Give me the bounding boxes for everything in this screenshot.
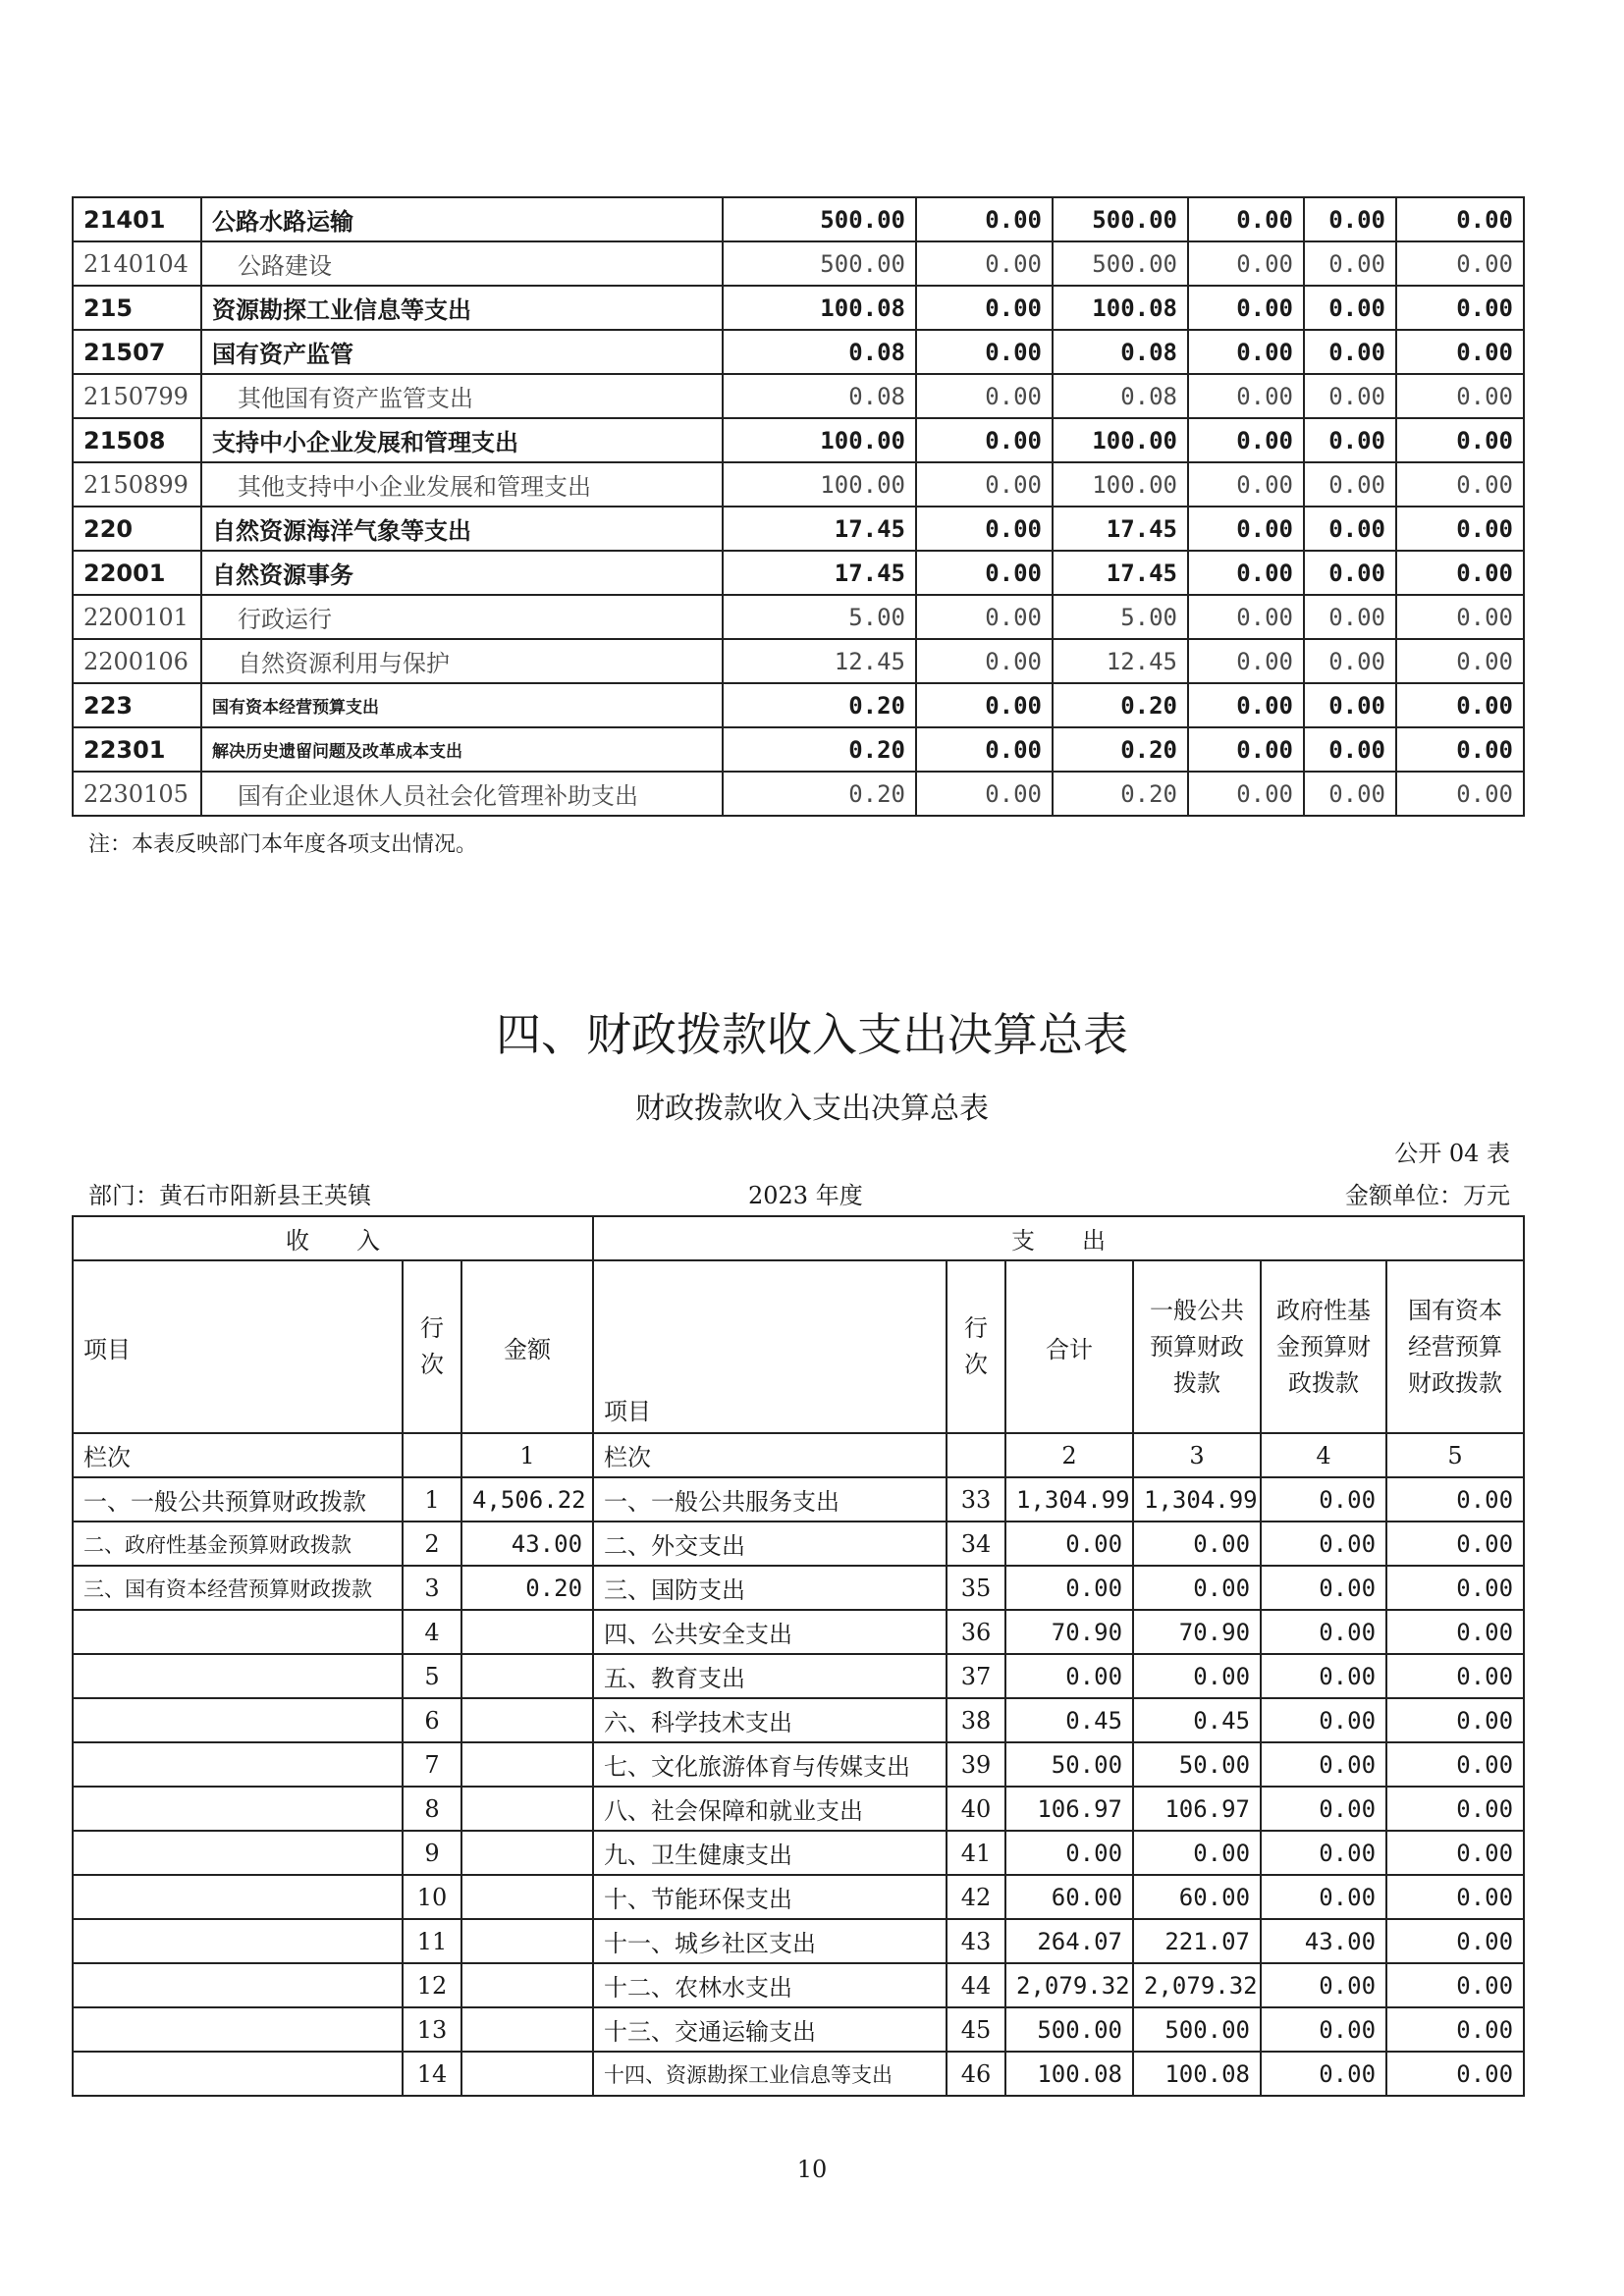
amount-cell: 0.00 [1396,683,1524,727]
department-label: 部门：黄石市阳新县王英镇 [88,1182,371,1209]
amount-cell: 0.00 [1304,462,1396,507]
amount-cell: 0.08 [723,374,916,418]
amount-cell: 0.00 [916,241,1053,286]
amount-cell: 0.00 [916,462,1053,507]
amount-cell: 0.00 [1304,286,1396,330]
col-expense-item: 项目 [593,1260,947,1433]
income-amount: 4,506.22 [461,1477,593,1522]
income-item [73,2007,403,2052]
year-label: 2023 年度 [748,1182,863,1209]
subject-name: 行政运行 [201,595,723,639]
subject-name: 其他支持中小企业发展和管理支出 [201,462,723,507]
table-row [73,1477,1524,1522]
amount-cell: 0.00 [1396,197,1524,241]
subject-name: 解决历史遗留问题及改革成本支出 [201,727,723,772]
amount-cell: 0.00 [1188,197,1304,241]
income-row-number: 13 [403,2007,461,2052]
expense-row-number: 39 [947,1742,1005,1787]
income-row-number: 2 [403,1522,461,1566]
income-amount [461,1875,593,1919]
amount-cell: 0.00 [1396,462,1524,507]
amount-cell: 0.00 [916,551,1053,595]
amount-cell: 500.00 [723,197,916,241]
amount-cell: 0.00 [916,683,1053,727]
subject-code: 220 [73,507,201,551]
state-capital-amount: 0.00 [1386,1875,1524,1919]
income-item [73,1654,403,1698]
amount-cell: 100.00 [723,418,916,462]
amount-cell: 0.00 [1188,683,1304,727]
income-item [73,1787,403,1831]
amount-cell: 0.20 [1053,727,1188,772]
income-item [73,1963,403,2007]
amount-cell: 0.20 [723,727,916,772]
expense-item: 八、社会保障和就业支出 [593,1787,947,1831]
state-capital-amount: 0.00 [1386,1963,1524,2007]
amount-cell: 0.00 [916,286,1053,330]
amount-cell: 0.00 [1304,197,1396,241]
table-row [73,1831,1524,1875]
income-item [73,2052,403,2096]
table-row [73,1742,1524,1787]
table-title: 财政拨款收入支出决算总表 [635,1092,989,1126]
table-code: 公开 04 表 [1394,1140,1510,1167]
subject-code: 2200101 [73,595,201,639]
subject-name: 自然资源事务 [201,551,723,595]
income-amount [461,1787,593,1831]
amount-cell: 500.00 [1053,241,1188,286]
subject-code: 22301 [73,727,201,772]
table-row [73,1787,1524,1831]
amount-cell: 0.00 [1188,639,1304,683]
amount-cell: 0.00 [1304,727,1396,772]
gov-fund-amount: 0.00 [1261,1963,1386,2007]
gov-fund-amount: 0.00 [1261,1522,1386,1566]
income-row-number: 14 [403,2052,461,2096]
col-index-general: 3 [1133,1433,1261,1477]
unit-label: 金额单位：万元 [1345,1182,1510,1209]
income-amount [461,1698,593,1742]
table-row [73,1566,1524,1610]
amount-cell: 0.00 [1188,241,1304,286]
amount-cell: 0.20 [1053,683,1188,727]
gov-fund-amount: 0.00 [1261,1875,1386,1919]
expense-total: 50.00 [1005,1742,1133,1787]
amount-cell: 0.00 [1188,462,1304,507]
amount-cell: 0.08 [1053,330,1188,374]
income-header: 收 入 [73,1216,593,1260]
subject-code: 21401 [73,197,201,241]
expense-total: 0.00 [1005,1831,1133,1875]
income-amount: 43.00 [461,1522,593,1566]
state-capital-amount: 0.00 [1386,1787,1524,1831]
col-gov-fund: 政府性基金预算财政拨款 [1261,1260,1386,1433]
col-general-budget: 一般公共预算财政拨款 [1133,1260,1261,1433]
col-income-amount: 金额 [461,1260,593,1433]
state-capital-amount: 0.00 [1386,1610,1524,1654]
amount-cell: 0.00 [1304,241,1396,286]
amount-cell: 0.00 [1396,551,1524,595]
col-index-blank [947,1433,1005,1477]
amount-cell: 100.00 [723,462,916,507]
income-row-number: 3 [403,1566,461,1610]
expense-total: 60.00 [1005,1875,1133,1919]
amount-cell: 100.08 [723,286,916,330]
state-capital-amount: 0.00 [1386,1698,1524,1742]
income-row-number: 6 [403,1698,461,1742]
amount-cell: 0.00 [1396,286,1524,330]
state-capital-amount: 0.00 [1386,1477,1524,1522]
amount-cell: 500.00 [1053,197,1188,241]
amount-cell: 0.00 [1304,639,1396,683]
amount-cell: 0.00 [1188,330,1304,374]
col-index-total: 2 [1005,1433,1133,1477]
income-item [73,1919,403,1963]
income-amount [461,1742,593,1787]
income-row-number: 5 [403,1654,461,1698]
state-capital-amount: 0.00 [1386,1654,1524,1698]
general-budget-amount: 0.00 [1133,1566,1261,1610]
income-row-number: 1 [403,1477,461,1522]
amount-cell: 5.00 [723,595,916,639]
general-budget-amount: 100.08 [1133,2052,1261,2096]
amount-cell: 0.00 [1304,772,1396,816]
table-row [73,772,1524,816]
general-budget-amount: 2,079.32 [1133,1963,1261,2007]
expense-item: 九、卫生健康支出 [593,1831,947,1875]
income-amount [461,1919,593,1963]
gov-fund-amount: 0.00 [1261,1477,1386,1522]
amount-cell: 100.08 [1053,286,1188,330]
general-budget-amount: 60.00 [1133,1875,1261,1919]
amount-cell: 0.00 [1396,241,1524,286]
amount-cell: 0.00 [1304,595,1396,639]
state-capital-amount: 0.00 [1386,2052,1524,2096]
expense-row-number: 42 [947,1875,1005,1919]
expense-total: 1,304.99 [1005,1477,1133,1522]
amount-cell: 0.00 [1188,507,1304,551]
col-index-gov-fund: 4 [1261,1433,1386,1477]
amount-cell: 0.00 [1396,727,1524,772]
amount-cell: 5.00 [1053,595,1188,639]
expense-item: 七、文化旅游体育与传媒支出 [593,1742,947,1787]
income-item: 一、一般公共预算财政拨款 [73,1477,403,1522]
expense-row-number: 34 [947,1522,1005,1566]
expense-row-number: 40 [947,1787,1005,1831]
amount-cell: 0.00 [1396,772,1524,816]
income-row-number: 7 [403,1742,461,1787]
table-row [73,639,1524,683]
table-row [73,2007,1524,2052]
amount-cell: 0.00 [916,330,1053,374]
amount-cell: 0.00 [1188,286,1304,330]
income-row-number: 11 [403,1919,461,1963]
expense-item: 十、节能环保支出 [593,1875,947,1919]
income-item [73,1698,403,1742]
income-item [73,1875,403,1919]
state-capital-amount: 0.00 [1386,1566,1524,1610]
amount-cell: 0.00 [1396,595,1524,639]
amount-cell: 17.45 [723,507,916,551]
table-row [73,2052,1524,2096]
income-amount [461,1963,593,2007]
expense-row-number: 43 [947,1919,1005,1963]
gov-fund-amount: 43.00 [1261,1919,1386,1963]
fiscal-summary-table [72,1215,1525,2097]
col-total: 合计 [1005,1260,1133,1433]
gov-fund-amount: 0.00 [1261,1654,1386,1698]
expense-total: 264.07 [1005,1919,1133,1963]
amount-cell: 0.00 [916,197,1053,241]
expense-total: 0.45 [1005,1698,1133,1742]
income-item: 三、国有资本经营预算财政拨款 [73,1566,403,1610]
col-index-label: 栏次 [73,1433,403,1477]
general-budget-amount: 70.90 [1133,1610,1261,1654]
expense-row-number: 45 [947,2007,1005,2052]
gov-fund-amount: 0.00 [1261,2052,1386,2096]
income-amount [461,1610,593,1654]
general-budget-amount: 221.07 [1133,1919,1261,1963]
table-row [73,1610,1524,1654]
income-item [73,1610,403,1654]
table-row [73,462,1524,507]
subject-code: 22001 [73,551,201,595]
income-row-number: 4 [403,1610,461,1654]
subject-code: 2200106 [73,639,201,683]
table-row [73,1963,1524,2007]
amount-cell: 500.00 [723,241,916,286]
table-row [73,197,1524,241]
amount-cell: 0.00 [916,595,1053,639]
expense-item: 四、公共安全支出 [593,1610,947,1654]
amount-cell: 0.00 [1188,551,1304,595]
amount-cell: 100.00 [1053,418,1188,462]
expense-row-number: 46 [947,2052,1005,2096]
expense-row-number: 44 [947,1963,1005,2007]
expense-item: 五、教育支出 [593,1654,947,1698]
income-item [73,1831,403,1875]
expense-total: 0.00 [1005,1522,1133,1566]
expense-item: 二、外交支出 [593,1522,947,1566]
subject-name: 支持中小企业发展和管理支出 [201,418,723,462]
income-item [73,1742,403,1787]
general-budget-amount: 50.00 [1133,1742,1261,1787]
table-row [73,1875,1524,1919]
table-row [73,330,1524,374]
amount-cell: 0.00 [1396,507,1524,551]
income-row-number: 9 [403,1831,461,1875]
amount-cell: 0.00 [1304,683,1396,727]
gov-fund-amount: 0.00 [1261,1742,1386,1787]
general-budget-amount: 0.45 [1133,1698,1261,1742]
table-row [73,1522,1524,1566]
col-income-item: 项目 [73,1260,403,1433]
general-budget-amount: 0.00 [1133,1654,1261,1698]
expense-total: 0.00 [1005,1654,1133,1698]
subject-code: 2230105 [73,772,201,816]
amount-cell: 0.00 [1396,418,1524,462]
amount-cell: 0.00 [916,639,1053,683]
amount-cell: 0.00 [1304,374,1396,418]
col-expense-row: 行次 [947,1260,1005,1433]
expense-row-number: 36 [947,1610,1005,1654]
subject-name: 公路水路运输 [201,197,723,241]
table-row [73,286,1524,330]
state-capital-amount: 0.00 [1386,1522,1524,1566]
table-row [73,1698,1524,1742]
amount-cell: 17.45 [723,551,916,595]
amount-cell: 0.00 [1304,330,1396,374]
expense-total: 106.97 [1005,1787,1133,1831]
amount-cell: 0.00 [1188,727,1304,772]
subject-name: 资源勘探工业信息等支出 [201,286,723,330]
gov-fund-amount: 0.00 [1261,1787,1386,1831]
amount-cell: 17.45 [1053,551,1188,595]
amount-cell: 0.00 [1396,330,1524,374]
amount-cell: 0.08 [723,330,916,374]
income-amount [461,1831,593,1875]
amount-cell: 0.00 [1188,595,1304,639]
gov-fund-amount: 0.00 [1261,1698,1386,1742]
income-row-number: 8 [403,1787,461,1831]
amount-cell: 12.45 [1053,639,1188,683]
state-capital-amount: 0.00 [1386,1831,1524,1875]
expense-item: 十四、资源勘探工业信息等支出 [593,2052,947,2096]
general-budget-amount: 0.00 [1133,1831,1261,1875]
col-index-amount: 1 [461,1433,593,1477]
amount-cell: 0.00 [1304,551,1396,595]
expense-header: 支 出 [593,1216,1524,1260]
amount-cell: 0.00 [916,418,1053,462]
amount-cell: 0.00 [916,507,1053,551]
gov-fund-amount: 0.00 [1261,1831,1386,1875]
amount-cell: 0.08 [1053,374,1188,418]
table-note: 注：本表反映部门本年度各项支出情况。 [88,832,478,857]
amount-cell: 0.00 [916,727,1053,772]
expense-total: 0.00 [1005,1566,1133,1610]
expense-item: 十三、交通运输支出 [593,2007,947,2052]
col-income-row: 行次 [403,1260,461,1433]
expense-total: 2,079.32 [1005,1963,1133,2007]
expense-row-number: 37 [947,1654,1005,1698]
table-row [73,551,1524,595]
gov-fund-amount: 0.00 [1261,2007,1386,2052]
table-row [73,1654,1524,1698]
general-budget-amount: 1,304.99 [1133,1477,1261,1522]
income-item: 二、政府性基金预算财政拨款 [73,1522,403,1566]
subject-name: 国有企业退休人员社会化管理补助支出 [201,772,723,816]
gov-fund-amount: 0.00 [1261,1566,1386,1610]
gov-fund-amount: 0.00 [1261,1610,1386,1654]
expense-item: 十一、城乡社区支出 [593,1919,947,1963]
expense-total: 100.08 [1005,2052,1133,2096]
subject-name: 国有资本经营预算支出 [201,683,723,727]
income-amount [461,2052,593,2096]
general-budget-amount: 500.00 [1133,2007,1261,2052]
page-number: 10 [796,2156,828,2183]
general-budget-amount: 106.97 [1133,1787,1261,1831]
amount-cell: 0.00 [1304,418,1396,462]
amount-cell: 100.00 [1053,462,1188,507]
amount-cell: 12.45 [723,639,916,683]
state-capital-amount: 0.00 [1386,2007,1524,2052]
expense-row-number: 38 [947,1698,1005,1742]
expense-row-number: 35 [947,1566,1005,1610]
expense-item: 十二、农林水支出 [593,1963,947,2007]
income-amount [461,1654,593,1698]
subject-name: 自然资源海洋气象等支出 [201,507,723,551]
subject-code: 2150899 [73,462,201,507]
amount-cell: 0.00 [1188,418,1304,462]
expense-total: 500.00 [1005,2007,1133,2052]
expense-total: 70.90 [1005,1610,1133,1654]
subject-name: 其他国有资产监管支出 [201,374,723,418]
general-budget-amount: 0.00 [1133,1522,1261,1566]
subject-code: 215 [73,286,201,330]
amount-cell: 0.00 [916,374,1053,418]
col-index-state: 5 [1386,1433,1524,1477]
expense-item: 三、国防支出 [593,1566,947,1610]
income-row-number: 10 [403,1875,461,1919]
table-row [73,241,1524,286]
table-row [73,374,1524,418]
table-row [73,507,1524,551]
table-row [73,1919,1524,1963]
amount-cell: 17.45 [1053,507,1188,551]
expense-row-number: 41 [947,1831,1005,1875]
amount-cell: 0.20 [723,772,916,816]
amount-cell: 0.00 [1304,507,1396,551]
expense-item: 六、科学技术支出 [593,1698,947,1742]
expenditure-detail-table [72,196,1525,817]
income-amount [461,2007,593,2052]
col-state-capital: 国有资本经营预算财政拨款 [1386,1260,1524,1433]
state-capital-amount: 0.00 [1386,1919,1524,1963]
subject-code: 2150799 [73,374,201,418]
subject-code: 223 [73,683,201,727]
amount-cell: 0.00 [916,772,1053,816]
expense-row-number: 33 [947,1477,1005,1522]
subject-code: 21508 [73,418,201,462]
income-row-number: 12 [403,1963,461,2007]
subject-name: 公路建设 [201,241,723,286]
amount-cell: 0.20 [1053,772,1188,816]
amount-cell: 0.00 [1396,374,1524,418]
subject-code: 2140104 [73,241,201,286]
amount-cell: 0.00 [1396,639,1524,683]
amount-cell: 0.20 [723,683,916,727]
expense-item: 一、一般公共服务支出 [593,1477,947,1522]
subject-name: 自然资源利用与保护 [201,639,723,683]
state-capital-amount: 0.00 [1386,1742,1524,1787]
amount-cell: 0.00 [1188,772,1304,816]
amount-cell: 0.00 [1188,374,1304,418]
table-row [73,595,1524,639]
table-row [73,727,1524,772]
section-title: 四、财政拨款收入支出决算总表 [496,1008,1128,1061]
table-row [73,418,1524,462]
col-index-blank [403,1433,461,1477]
col-index-exp-label: 栏次 [593,1433,947,1477]
table-row [73,683,1524,727]
subject-code: 21507 [73,330,201,374]
income-amount: 0.20 [461,1566,593,1610]
subject-name: 国有资产监管 [201,330,723,374]
